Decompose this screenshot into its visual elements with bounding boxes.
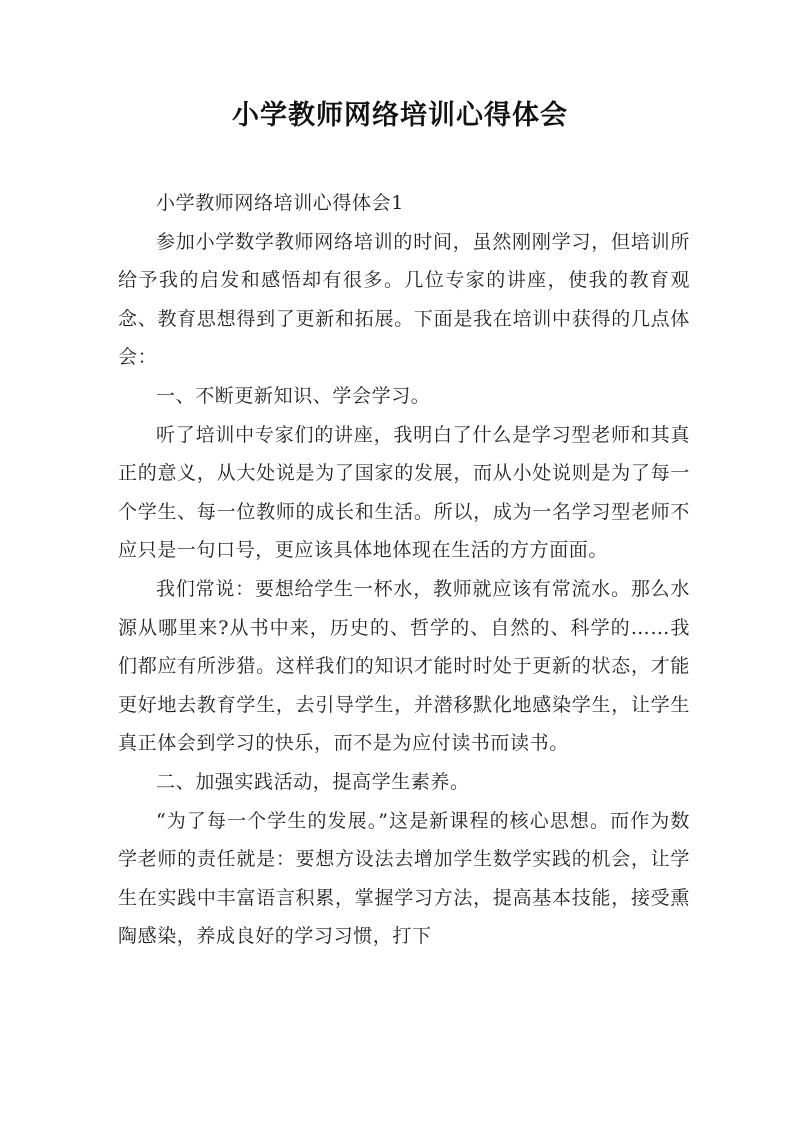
paragraph-new-curriculum: “为了每一个学生的发展。”这是新课程的核心思想。而作为数学老师的责任就是：要想方设法去增加学生数学实践的机会，让学生在实践中丰富语言积累，掌握学习方法，提高基本技能，接受熏陶感染，养成良好的学习习惯，打下	[118, 809, 690, 948]
paragraph-heading-1: 小学教师网络培训心得体会1	[156, 192, 404, 214]
section-heading-1: 一、不断更新知识、学会学习。	[156, 384, 431, 407]
paragraph-intro: 参加小学数学教师网络培训的时间，虽然刚刚学习，但培训所给予我的启发和感悟却有很多。几位专家的讲座，使我的教育观念、教育思想得到了更新和拓展。下面是我在培训中获得的几点体会：	[118, 230, 690, 369]
document-body	[118, 184, 690, 956]
paragraph-water-source: 我们常说：要想给学生一杯水，教师就应该有常流水。那么水源从哪里来?从书中来，历史的、哲学的、自然的、科学的……我们都应有所涉猎。这样我们的知识才能时时处于更新的状态，才能更好地去教育学生，去引导学生，并潜移默化地感染学生，让学生真正体会到学习的快乐，而不是为应付读书而读书。	[118, 577, 690, 755]
section-heading-2: 二、加强实践活动，提高学生素养。	[156, 770, 470, 793]
paragraph-learning-teacher: 听了培训中专家们的讲座，我明白了什么是学习型老师和其真正的意义，从大处说是为了国家的发展，而从小处说则是为了每一个学生、每一位教师的成长和生活。所以，成为一名学习型老师不应只是一句口号，更应该具体地体现在生活的方方面面。	[118, 423, 690, 562]
document-title: 小学教师网络培训心得体会	[232, 100, 568, 131]
